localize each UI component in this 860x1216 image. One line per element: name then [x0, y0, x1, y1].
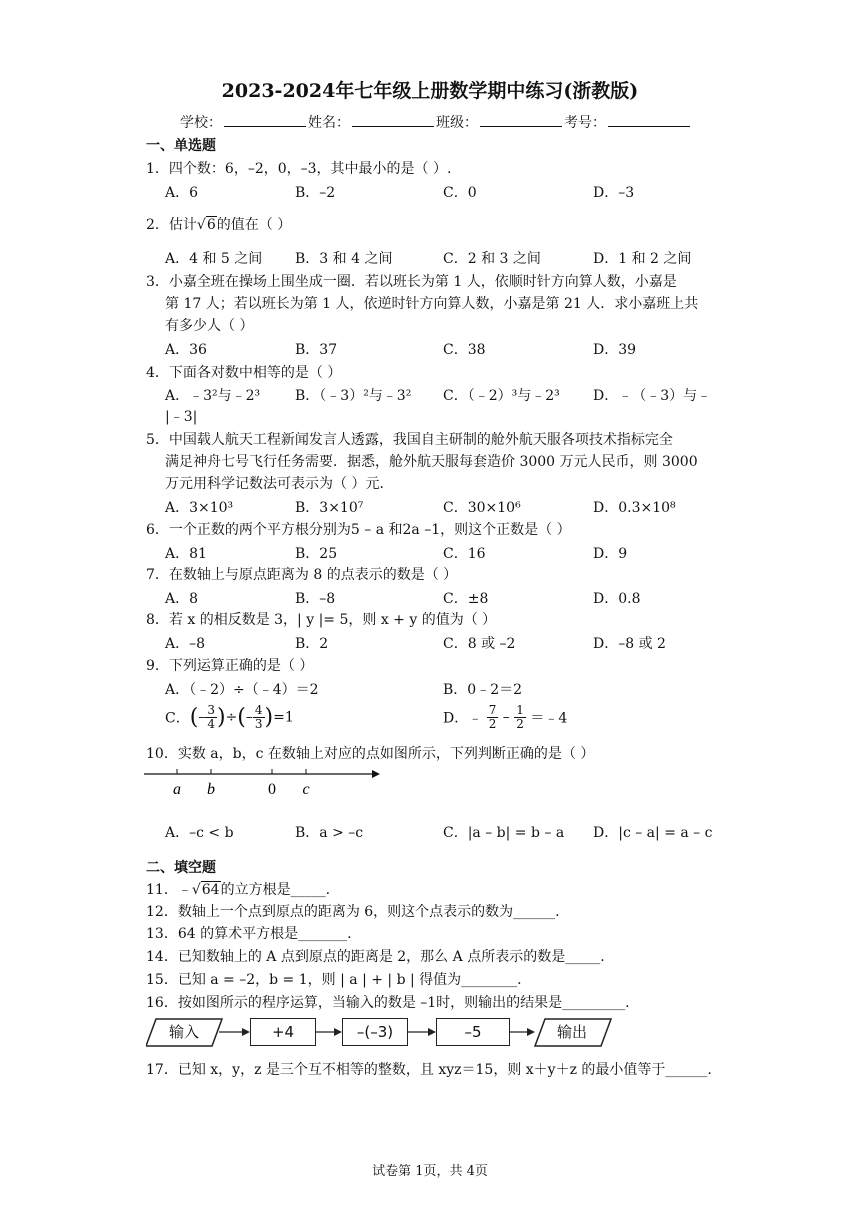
option-b[interactable]: B．2 — [295, 636, 329, 652]
question-14: 14．已知数轴上的 A 点到原点的距离是 2，那么 A 点所表示的数是_____. — [146, 949, 605, 965]
question-2: 2．估计√6的值在（ ） — [146, 217, 292, 233]
question-9: 9．下列运算正确的是（ ） — [146, 658, 314, 674]
option-a[interactable]: A．8 — [165, 591, 199, 607]
flow-step-minus-neg3: –(–3) — [342, 1018, 408, 1046]
question-16: 16．按如图所示的程序运算，当输入的数是 –1时，则输出的结果是_________. — [146, 995, 630, 1011]
axis-label-b: b — [207, 781, 215, 798]
sqrt-radicand: 64 — [201, 882, 220, 898]
name-field[interactable] — [352, 114, 434, 127]
question-7-options — [165, 588, 745, 608]
flow-input-label: 输入 — [168, 1023, 199, 1041]
question-2-options — [165, 248, 745, 268]
id-field[interactable] — [608, 114, 690, 127]
question-6-options — [165, 543, 745, 563]
question-5-line-3: 万元用科学记数法可表示为（ ）元． — [165, 476, 394, 492]
page-title: 2023-2024年七年级上册数学期中练习(浙教版) — [221, 80, 639, 102]
arrow-right-icon — [527, 1028, 535, 1036]
option-c[interactable]: C．16 — [443, 546, 486, 562]
option-a[interactable]: A．81 — [165, 546, 207, 562]
question-5-line-2: 满足神舟七号飞行任务需要．据悉，舱外航天服每套造价 3000 万元人民币，则 3000 — [165, 454, 698, 470]
arrow-right-icon — [334, 1028, 342, 1036]
question-6: 6．一个正数的两个平方根分别为5 – a 和2a –1，则这个正数是（ ） — [146, 522, 571, 538]
option-c[interactable]: C．|a – b| = b – a — [443, 825, 565, 841]
fraction: $\frac{3}{4}$ — [207, 703, 215, 731]
student-info-row — [180, 112, 692, 132]
question-3-line-1: 3．小嘉全班在操场上围坐成一圈．若以班长为第 1 人，依顺时针方向算人数，小嘉是 — [146, 274, 677, 290]
flow-step-minus5: –5 — [436, 1018, 510, 1046]
section-heading-fill: 二、填空题 — [146, 860, 216, 876]
option-c[interactable]: C．(– $\frac{3}{4}$ )÷(– $\frac{4}{3}$ )=1 — [165, 703, 294, 731]
option-d[interactable]: D．–8 或 2 — [593, 636, 666, 652]
option-c[interactable]: C．30×10⁶ — [443, 500, 521, 516]
question-10: 10．实数 a，b，c 在数轴上对应的点如图所示，下列判断正确的是（ ） — [146, 746, 595, 762]
option-d[interactable]: D．|c – a| = a – c — [593, 825, 713, 841]
school-label: 学校： — [180, 115, 222, 131]
option-a[interactable]: A．4 和 5 之间 — [165, 251, 263, 267]
axis-label-zero: 0 — [268, 781, 276, 798]
section-heading-choice: 一、单选题 — [146, 138, 216, 154]
option-a[interactable]: A．3×10³ — [165, 500, 234, 516]
option-a[interactable]: A．﹣3²与﹣2³ — [165, 388, 261, 404]
option-b[interactable]: B．3 和 4 之间 — [295, 251, 393, 267]
arrow-right-icon — [242, 1028, 250, 1036]
class-label: 班级： — [436, 115, 478, 131]
option-c[interactable]: C．0 — [443, 185, 477, 201]
option-d[interactable]: D．1 和 2 之间 — [593, 251, 692, 267]
question-3-line-2: 第 17 人；若以班长为第 1 人，依逆时针方向算人数，小嘉是第 21 人．求小嘉班上共 — [165, 296, 699, 312]
option-d[interactable]: D．0.3×10⁸ — [593, 500, 676, 516]
question-1: 1．四个数：6，–2，0，–3，其中最小的是（ ）. — [146, 161, 452, 177]
option-c[interactable]: C．38 — [443, 342, 486, 358]
axis-label-a: a — [173, 781, 181, 798]
question-12: 12．数轴上一个点到原点的距离为 6，则这个点表示的数为______. — [146, 904, 560, 920]
option-b[interactable]: B．0﹣2＝2 — [443, 682, 523, 698]
page-footer: 试卷第 1页，共 4页 — [372, 1164, 488, 1179]
question-3-line-3: 有多少人（ ） — [165, 318, 254, 334]
option-b[interactable]: B．37 — [295, 342, 338, 358]
option-d[interactable]: D．0.8 — [593, 591, 641, 607]
question-11: 11．﹣√64的立方根是_____. — [146, 882, 331, 898]
option-b[interactable]: B．3×10⁷ — [295, 500, 364, 516]
option-a[interactable]: A．6 — [165, 185, 199, 201]
option-a[interactable]: A．（﹣2）÷（﹣4）＝2 — [165, 682, 319, 698]
question-8-options — [165, 633, 745, 653]
option-b[interactable]: B．（﹣3）²与﹣3² — [295, 388, 412, 404]
option-c[interactable]: C．±8 — [443, 591, 489, 607]
question-5-options — [165, 497, 745, 517]
question-4-options — [165, 385, 745, 405]
flow-step-plus4: +4 — [250, 1018, 316, 1046]
option-b[interactable]: B．–2 — [295, 185, 336, 201]
option-a[interactable]: A．–8 — [165, 636, 206, 652]
question-8: 8．若 x 的相反数是 3，| y |= 5，则 x + y 的值为（ ） — [146, 612, 497, 628]
arrow-right-icon — [428, 1028, 436, 1036]
option-a[interactable]: A．–c < b — [165, 825, 234, 841]
number-line-diagram — [140, 762, 380, 802]
question-5-line-1: 5．中国载人航天工程新闻发言人透露，我国自主研制的舱外航天服各项技术指标完全 — [146, 432, 673, 448]
option-d[interactable]: D．–3 — [593, 185, 635, 201]
option-d[interactable]: D．9 — [593, 546, 628, 562]
id-label: 考号： — [564, 115, 606, 131]
question-4-option-d-cont: |﹣3| — [165, 409, 198, 425]
question-4: 4．下面各对数中相等的是（ ） — [146, 365, 342, 381]
option-b[interactable]: B．–8 — [295, 591, 336, 607]
flow-output-label: 输出 — [556, 1023, 587, 1041]
option-c[interactable]: C．8 或 –2 — [443, 636, 516, 652]
class-field[interactable] — [480, 114, 562, 127]
option-d[interactable]: D．39 — [593, 342, 637, 358]
option-c[interactable]: C．2 和 3 之间 — [443, 251, 541, 267]
option-c[interactable]: C．（﹣2）³与﹣2³ — [443, 388, 560, 404]
question-10-options — [165, 822, 745, 842]
option-a[interactable]: A．36 — [165, 342, 207, 358]
question-7: 7．在数轴上与原点距离为 8 的点表示的数是（ ） — [146, 567, 458, 583]
arrow-head-icon — [372, 770, 380, 778]
sqrt-radicand: 6 — [206, 217, 216, 233]
fraction: $\frac{7}{2}$ — [488, 703, 497, 731]
fraction: $\frac{4}{3}$ — [254, 703, 263, 731]
option-d[interactable]: D．﹣（﹣3）与﹣ — [593, 388, 712, 404]
question-13: 13．64 的算术平方根是_______. — [146, 926, 352, 942]
name-label: 姓名： — [308, 115, 350, 131]
question-17: 17．已知 x，y，z 是三个互不相等的整数，且 xyz＝15，则 x＋y＋z 的最小值等于______. — [146, 1062, 712, 1078]
option-b[interactable]: B．a > –c — [295, 825, 364, 841]
school-field[interactable] — [224, 114, 306, 127]
question-3-options — [165, 339, 745, 359]
axis-label-c: c — [302, 781, 310, 798]
option-b[interactable]: B．25 — [295, 546, 338, 562]
question-1-options — [165, 182, 745, 202]
option-d[interactable]: D．﹣ $\frac{7}{2}$ – $\frac{1}{2}$ ＝﹣4 — [443, 703, 568, 731]
fraction: $\frac{1}{2}$ — [516, 703, 524, 731]
question-15: 15．已知 a = –2，b = 1，则 | a | + | b | 得值为________. — [146, 972, 522, 988]
